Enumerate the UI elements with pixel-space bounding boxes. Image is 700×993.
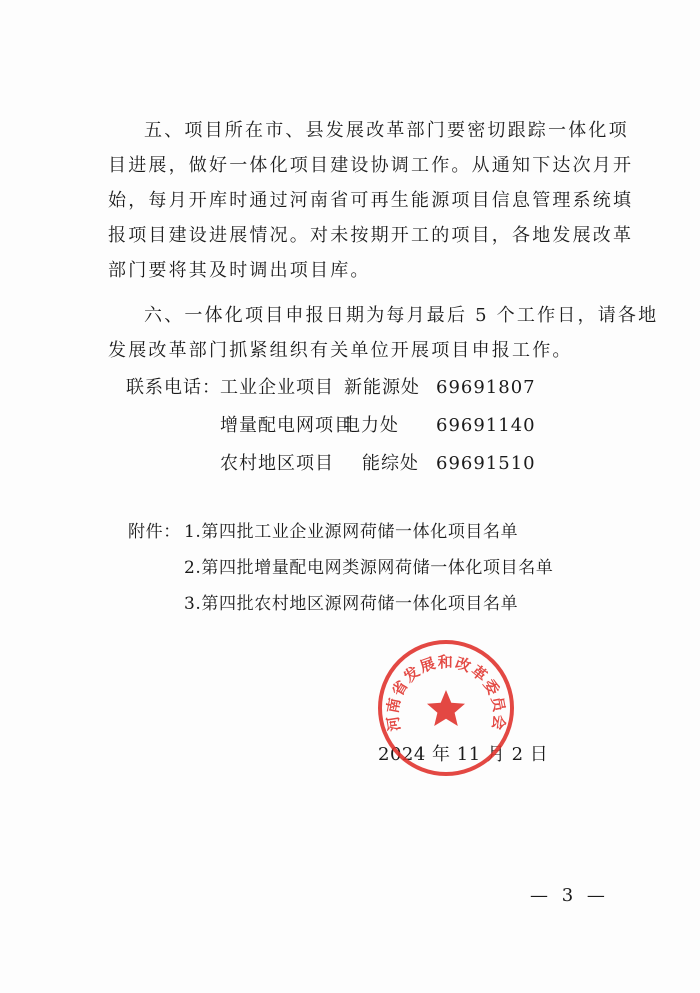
- attachment-item: 3.第四批农村地区源网荷储一体化项目名单: [184, 594, 519, 614]
- contact-row: [126, 370, 586, 405]
- attachment-item: 1.第四批工业企业源网荷储一体化项目名单: [184, 522, 519, 542]
- paragraph-line: 目进展，做好一体化项目建设协调工作。从通知下达次月开: [108, 155, 634, 176]
- contact-label: 联系电话：: [126, 377, 221, 398]
- contact-department: 电力处: [342, 415, 399, 436]
- paragraph-line: 部门要将其及时调出项目库。: [108, 260, 371, 281]
- paragraph-line: 始，每月开库时通过河南省可再生能源项目信息管理系统填: [108, 190, 634, 211]
- seal-text: 河南省发展和改革委员会: [383, 652, 509, 733]
- contact-phones: [126, 370, 586, 480]
- contact-row: [126, 446, 586, 481]
- contact-phone: 69691807: [436, 377, 536, 398]
- attachment-item: 2.第四批增量配电网类源网荷储一体化项目名单: [184, 558, 554, 578]
- contact-project: 农村地区项目: [220, 453, 334, 474]
- paragraph-line: 报项目建设进展情况。对未按期开工的项目，各地发展改革: [108, 225, 634, 246]
- contact-phone: 69691510: [436, 453, 536, 474]
- paragraph-line: 六、一体化项目申报日期为每月最后 5 个工作日，请各地: [144, 305, 659, 326]
- document-date: 2024 年 11 月 2 日: [378, 744, 549, 765]
- contact-row: [126, 408, 586, 443]
- contact-phone: 69691140: [436, 415, 536, 436]
- contact-project: 工业企业项目: [220, 377, 334, 398]
- paragraph-six: [108, 298, 659, 368]
- official-seal: [376, 638, 516, 778]
- contact-department: 能综处: [362, 453, 419, 474]
- paragraph-line: 五、项目所在市、县发展改革部门要密切跟踪一体化项: [144, 120, 629, 141]
- attachments-label: 附件：: [128, 522, 181, 542]
- contact-project: 增量配电网项目: [220, 415, 353, 436]
- contact-department: 新能源处: [344, 377, 420, 398]
- paragraph-five: [108, 113, 634, 288]
- page-number: — 3 —: [530, 885, 609, 906]
- paragraph-line: 发展改革部门抓紧组织有关单位开展项目申报工作。: [108, 340, 573, 361]
- seal-star-icon: [427, 690, 465, 726]
